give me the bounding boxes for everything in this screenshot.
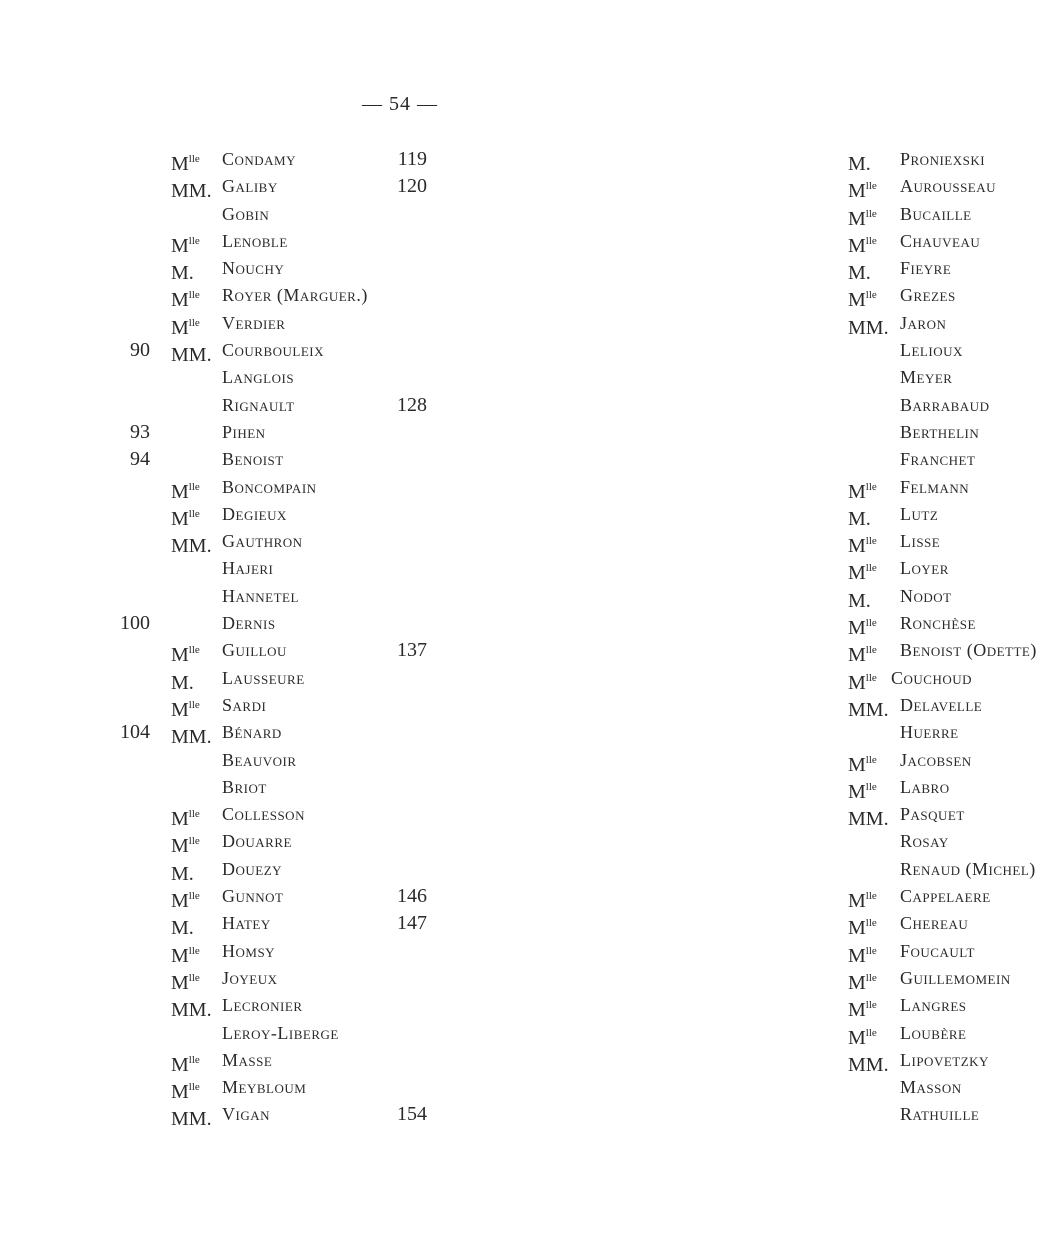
entry-number: 120 [397, 175, 427, 198]
entry-number: 94 [130, 448, 150, 471]
person-name: Leroy-Liberge [222, 1022, 339, 1043]
honorific-base: M [171, 153, 189, 175]
honorific-base: M [848, 234, 866, 257]
person-name: Hatey [222, 913, 271, 934]
honorific-base: MM. [171, 535, 212, 558]
person-name: Masson [900, 1077, 962, 1098]
person-name: Couchoud [891, 667, 973, 688]
person-name: Proniexski [900, 149, 986, 169]
person-name: Jaron [900, 312, 947, 333]
honorific-superscript: lle [865, 562, 877, 575]
entry-number: 119 [397, 148, 427, 170]
honorific-superscript: lle [865, 617, 877, 630]
honorific-base: M [848, 207, 866, 230]
honorific-superscript: lle [188, 480, 200, 493]
entry-number: 146 [397, 885, 427, 908]
person-name: Dernis [222, 613, 276, 634]
honorific-base: M [848, 480, 866, 503]
person-name: Guillemomein [900, 967, 1011, 988]
entry-number: 154 [397, 1103, 427, 1126]
person-name: Douarre [222, 831, 292, 852]
honorific-base: M [171, 507, 189, 530]
person-name: Nouchy [222, 258, 285, 279]
honorific [848, 1047, 889, 1079]
person-name: Boncompain [222, 476, 317, 497]
person-name: Joyeux [222, 967, 278, 988]
honorific-superscript: lle [865, 753, 877, 766]
person-name: Benoist [222, 449, 284, 470]
honorific-base: M [171, 890, 189, 913]
honorific-base: M [848, 180, 866, 203]
person-name: Renaud (Michel) [900, 858, 1036, 879]
person-name: Rosay [900, 831, 949, 852]
honorific [848, 310, 889, 342]
honorific-base: M [848, 944, 866, 967]
honorific-base: M [848, 562, 866, 585]
honorific-superscript: lle [865, 671, 877, 684]
honorific-superscript: lle [188, 644, 200, 657]
person-name: Cappelaere [900, 886, 991, 907]
honorific-base: M [848, 671, 866, 694]
honorific-base: M [848, 890, 866, 913]
person-name: Douezy [222, 858, 283, 879]
person-name: Degieux [222, 503, 287, 524]
person-name: Masse [222, 1049, 273, 1070]
honorific-base: MM. [848, 1053, 889, 1076]
entry-number: 147 [397, 912, 427, 935]
honorific-superscript: lle [188, 316, 200, 329]
honorific-base: M [171, 1081, 189, 1104]
honorific-superscript: lle [865, 780, 877, 793]
person-name: Langlois [222, 367, 295, 388]
entry-number: 100 [120, 612, 150, 635]
person-name: Lecronier [222, 995, 303, 1016]
honorific [848, 692, 889, 724]
honorific-superscript: lle [188, 1053, 200, 1066]
person-name: Collesson [222, 804, 305, 825]
person-name: Langres [900, 995, 967, 1016]
person-name: Barrabaud [900, 394, 990, 415]
honorific-base: M [171, 234, 189, 257]
person-name: Fieyre [900, 258, 952, 279]
person-name: Berthelin [900, 421, 980, 442]
entry-number: 93 [130, 420, 150, 443]
honorific-base: M [848, 999, 866, 1022]
person-name: Grezes [900, 285, 956, 306]
honorific-superscript: lle [865, 999, 877, 1012]
person-name: Aurousseau [900, 176, 997, 197]
honorific-superscript: lle [188, 1081, 200, 1094]
honorific-base: M. [848, 153, 871, 175]
honorific-base: M [848, 1026, 866, 1049]
honorific-base: M [848, 780, 866, 803]
person-name: Lelioux [900, 340, 963, 361]
honorific-base: M [848, 971, 866, 994]
honorific-base: M [171, 835, 189, 858]
person-name: Royer (Marguer.) [222, 285, 368, 306]
honorific [171, 1101, 212, 1133]
honorific-superscript: lle [865, 207, 877, 220]
person-name: Meyer [900, 367, 953, 388]
honorific-base: M [171, 480, 189, 503]
honorific-superscript: lle [188, 890, 200, 903]
honorific-base: M. [848, 262, 871, 285]
person-name: Galiby [222, 176, 278, 197]
honorific-superscript: lle [188, 698, 200, 711]
entry-number: 104 [120, 721, 150, 744]
honorific-superscript: lle [865, 535, 877, 548]
honorific-superscript: lle [865, 890, 877, 903]
honorific-base: M [848, 644, 866, 667]
honorific-base: M [848, 535, 866, 558]
honorific-base: M [171, 808, 189, 831]
honorific-superscript: lle [188, 153, 200, 165]
honorific-superscript: lle [865, 971, 877, 984]
person-name: Labro [900, 776, 950, 797]
honorific-base: M [171, 644, 189, 667]
honorific-base: M [171, 698, 189, 721]
person-name: Lenoble [222, 230, 288, 251]
person-name: Foucault [900, 940, 975, 961]
honorific-superscript: lle [865, 289, 877, 302]
person-name: Pihen [222, 421, 266, 442]
entry-number: 90 [130, 339, 150, 362]
honorific-superscript: lle [865, 180, 877, 193]
person-name: Jacobsen [900, 749, 972, 770]
honorific-superscript: lle [188, 971, 200, 984]
honorific [171, 173, 212, 205]
honorific-base: M [171, 289, 189, 312]
person-name: Nodot [900, 585, 952, 606]
honorific-base: M [848, 289, 866, 312]
person-name: Lipovetzky [900, 1049, 989, 1070]
person-name: Beauvoir [222, 749, 297, 770]
honorific-base: MM. [171, 180, 212, 203]
person-name: Hannetel [222, 585, 299, 606]
honorific-base: M. [171, 671, 194, 694]
honorific-base: MM. [171, 726, 212, 749]
person-name: Delavelle [900, 694, 983, 715]
person-name: Rignault [222, 394, 295, 415]
honorific [171, 992, 212, 1024]
person-name: Homsy [222, 940, 276, 961]
honorific-base: M. [848, 589, 871, 612]
person-name: Meybloum [222, 1077, 307, 1098]
entry-number: 137 [397, 639, 427, 662]
person-name: Franchet [900, 449, 976, 470]
person-name: Chereau [900, 913, 969, 934]
honorific [848, 801, 889, 833]
person-name: Gunnot [222, 886, 284, 907]
honorific-superscript: lle [188, 835, 200, 848]
person-name: Courbouleix [222, 340, 324, 361]
honorific-superscript: lle [865, 944, 877, 957]
page-number: — 54 — [362, 93, 438, 115]
honorific-superscript: lle [188, 808, 200, 821]
honorific-superscript: lle [865, 644, 877, 657]
person-name: Sardi [222, 694, 267, 715]
honorific-base: M [171, 944, 189, 967]
honorific-base: M [848, 917, 866, 940]
person-name: Ronchèse [900, 613, 976, 634]
honorific-base: MM. [848, 316, 889, 339]
person-name: Huerre [900, 722, 959, 743]
honorific-base: MM. [171, 999, 212, 1022]
person-name: Vigan [222, 1104, 270, 1125]
person-name: Lausseure [222, 667, 305, 688]
honorific-superscript: lle [188, 944, 200, 957]
honorific-base: M [171, 316, 189, 339]
honorific-base: MM. [171, 1108, 212, 1131]
person-name: Pasquet [900, 804, 965, 825]
honorific-base: M [171, 971, 189, 994]
honorific-superscript: lle [865, 1026, 877, 1039]
honorific-base: M [848, 753, 866, 776]
person-name: Verdier [222, 312, 286, 333]
honorific [171, 337, 212, 369]
person-name: Guillou [222, 640, 287, 661]
honorific-base: M [171, 1053, 189, 1076]
honorific-superscript: lle [188, 507, 200, 520]
honorific-superscript: lle [865, 917, 877, 930]
entry-number: 128 [397, 393, 427, 416]
honorific-base: MM. [848, 808, 889, 831]
person-name: Bénard [222, 722, 282, 743]
person-name: Loubère [900, 1022, 967, 1043]
honorific-base: MM. [848, 698, 889, 721]
honorific-base: MM. [171, 344, 212, 367]
person-name: Lisse [900, 531, 941, 552]
honorific [171, 719, 212, 751]
honorific-superscript: lle [865, 480, 877, 493]
person-name: Hajeri [222, 558, 274, 579]
person-name: Loyer [900, 558, 949, 579]
person-name: Chauveau [900, 230, 981, 251]
honorific-superscript: lle [188, 234, 200, 247]
honorific-base: M [848, 617, 866, 640]
person-name: Rathuille [900, 1104, 980, 1125]
honorific-base: M. [171, 917, 194, 940]
person-name: Benoist (Odette) [900, 640, 1037, 661]
person-name: Condamy [222, 149, 297, 169]
honorific [171, 528, 212, 560]
honorific-superscript: lle [865, 234, 877, 247]
person-name: Lutz [900, 503, 939, 524]
honorific-base: M. [171, 262, 194, 285]
person-name: Bucaille [900, 203, 972, 224]
person-name: Briot [222, 776, 267, 797]
person-name: Gobin [222, 203, 270, 224]
person-name: Gauthron [222, 531, 303, 552]
honorific-superscript: lle [188, 289, 200, 302]
honorific-base: M. [848, 507, 871, 530]
person-name: Felmann [900, 476, 970, 497]
honorific-base: M. [171, 862, 194, 885]
